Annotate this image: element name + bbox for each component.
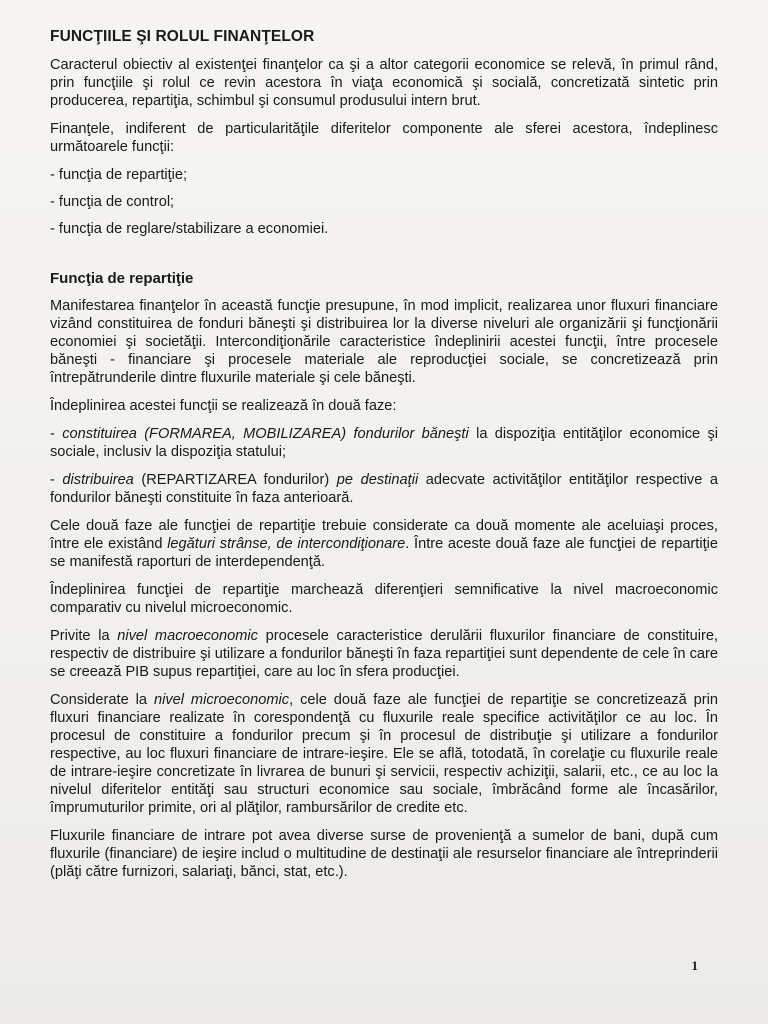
section-title: Funcţia de repartiţie bbox=[50, 270, 194, 287]
p5-italic: nivel macroeconomic bbox=[117, 628, 258, 644]
phase-1-rest: la dispoziţia entităţilor economice şi sociale, inclusiv la dispoziţia statului; bbox=[50, 426, 718, 460]
phase-2-italic-1: distribuirea bbox=[62, 472, 134, 488]
repartitie-paragraph-1: Manifestarea finanţelor în această funcţie presupune, în mod implicit, realizarea unor fluxuri financiare vizând constituirea de fonduri băneşti şi distribuirea lor la diverse niveluri ale organizării şi funcţionării economiei şi societăţii. Intercondiţionările caracteristice îndeplinirii acestei funcţii, între procesele băneşti - financiare şi procesele materiale ale reproducţiei sociale, se concretizează prin întrepătrunderile dintre fluxurile materiale şi cele băneşti. bbox=[50, 298, 718, 386]
repartitie-paragraph-5 bbox=[50, 627, 718, 681]
page-title: FUNCŢIILE ŞI ROLUL FINANŢELOR bbox=[50, 28, 315, 45]
function-item-repartitie: - funcţia de repartiţie; bbox=[50, 167, 188, 183]
phase-2-mid: (REPARTIZAREA fondurilor) bbox=[133, 472, 337, 488]
phase-1-lead: - bbox=[50, 426, 63, 442]
phase-2-item bbox=[50, 471, 718, 507]
p6-part-b: , cele două faze ale funcţiei de repartiţie se concretizează prin fluxuri financiare realizate în corespondenţă cu fluxurile reale specifice activităţilor ce au loc. În procesul de constituire a fondurilor precum şi în procesul de distribuţie şi utilizare a fondurilor respective, au loc fluxuri financiare de intrare-ieşire. Ele se află, totodată, în corelaţie cu fluxurile reale de intrare-ieşire concretizate în livrarea de bunuri şi servicii, respectiv achiziţii, salarii, etc., ce au loc la nivelul diferitelor entităţi sau structuri economice sau sociale, îmbrăcând forme ale încasărilor, împrumuturilor primite, ori al plăţilor, rambursărilor de credite etc. bbox=[50, 692, 718, 816]
phase-2-italic-2: pe destinaţii bbox=[336, 472, 419, 488]
repartitie-paragraph-2: Îndeplinirea acestei funcţii se realizează în două faze: bbox=[50, 398, 397, 414]
page-number: 1 bbox=[691, 958, 698, 973]
phase-2-lead: - bbox=[50, 472, 63, 488]
function-item-reglare: - funcţia de reglare/stabilizare a economiei. bbox=[50, 221, 329, 237]
repartitie-paragraph-7: Fluxurile financiare de intrare pot avea diverse surse de provenienţă a sumelor de bani, după cum fluxurile (financiare) de ieşire includ o multitudine de destinaţii ale resurselor financiare ale întreprinderii (plăţi către furnizori, salariaţi, bănci, stat, etc.). bbox=[50, 828, 718, 880]
p6-italic: nivel microeconomic bbox=[153, 692, 290, 708]
intro-paragraph: Caracterul obiectiv al existenţei finanţelor ca şi a altor categorii economice se relevă, în primul rând, prin funcţiile şi rolul ce revin acestora în viaţa economică şi socială, concretizată sintetic prin producerea, repartiţia, schimbul şi consumul produsului intern brut. bbox=[50, 57, 718, 109]
function-item-control: - funcţia de control; bbox=[50, 194, 175, 210]
phase-2-rest: adecvate activităţilor entităţilor respective a fondurilor băneşti constituite în faza anterioară. bbox=[50, 472, 718, 506]
functions-intro-paragraph: Finanţele, indiferent de particularităţile diferitelor componente ale sferei acestora, îndeplinesc următoarele funcţii: bbox=[50, 121, 718, 155]
p5-part-a: Privite la bbox=[50, 628, 118, 644]
p6-part-a: Considerate la bbox=[50, 692, 154, 708]
p3-italic: legături strânse, de intercondiţionare bbox=[167, 536, 406, 552]
repartitie-paragraph-4: Îndeplinirea funcţiei de repartiţie marchează diferenţieri semnificative la nivel macroeconomic comparativ cu nivelul microeconomic. bbox=[50, 582, 718, 616]
p3-part-b: . Între aceste două faze ale funcţiei de repartiţie se manifestă raporturi de interdependenţă. bbox=[50, 536, 719, 570]
phase-1-item bbox=[50, 425, 718, 461]
p3-part-a: Cele două faze ale funcţiei de repartiţie trebuie considerate ca două momente ale aceluiaşi proces, între ele existând bbox=[50, 518, 718, 552]
repartitie-paragraph-6 bbox=[50, 691, 718, 817]
phase-1-italic: constituirea (FORMAREA, MOBILIZAREA) fondurilor băneşti bbox=[62, 426, 469, 442]
p5-part-b: procesele caracteristice derulării fluxurilor financiare de constituire, respectiv de distribuire şi utilizare a fondurilor băneşti în faza repartiţiei sunt dependente de cele în care se creează PIB supus repartiţiei, care au loc în sfera producţiei. bbox=[50, 628, 718, 680]
repartitie-paragraph-3 bbox=[50, 517, 718, 571]
